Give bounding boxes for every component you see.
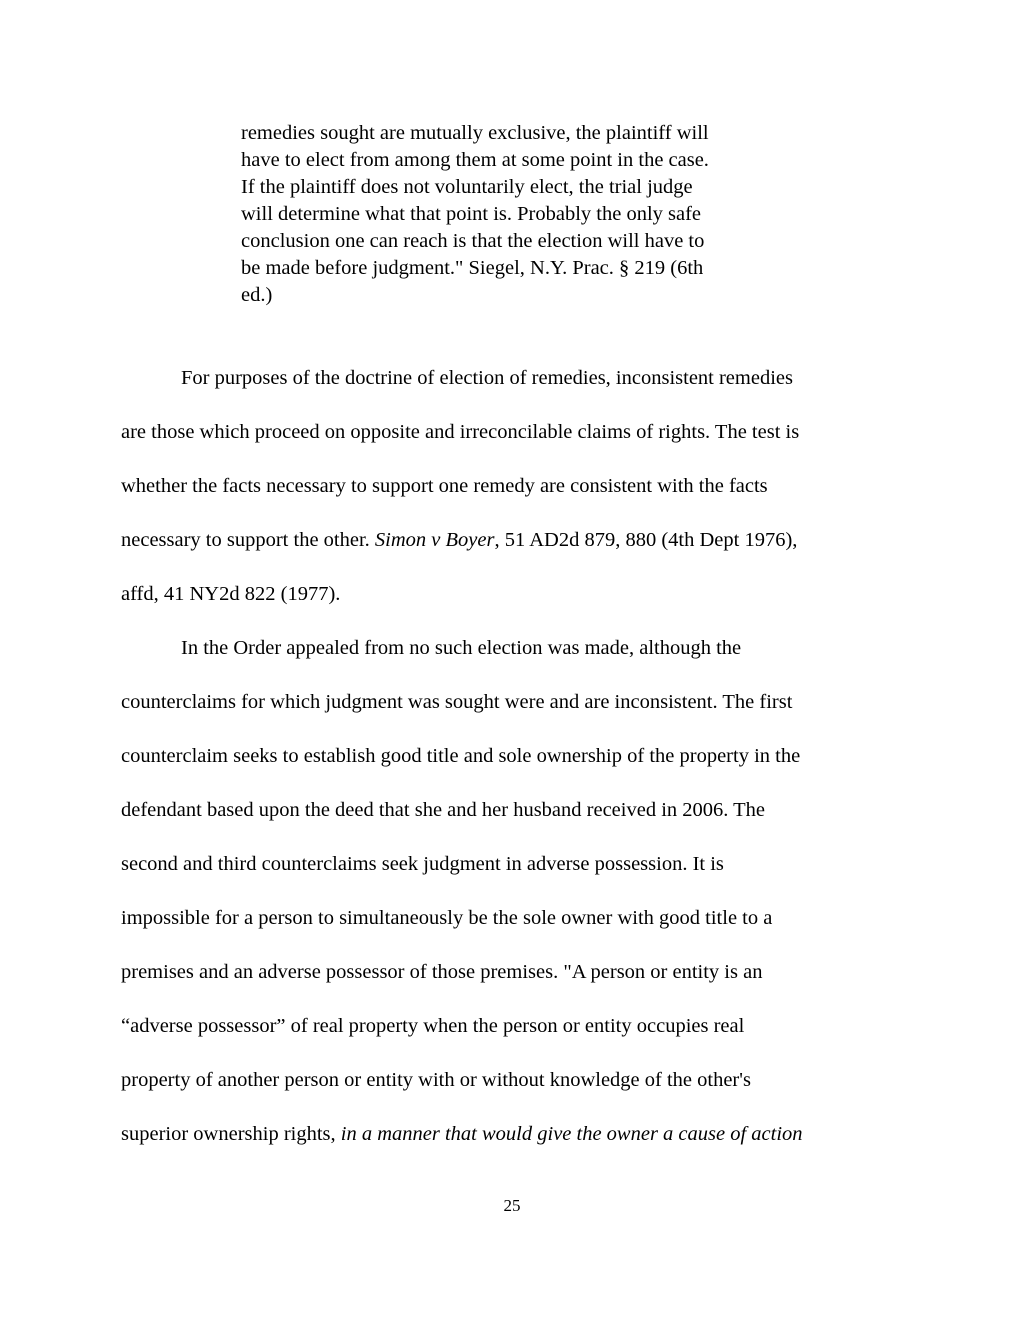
- paragraph-line: counterclaim seeks to establish good title and sole ownership of the property in the: [121, 745, 801, 767]
- quote-line: remedies sought are mutually exclusive, the plaintiff will: [241, 122, 709, 144]
- paragraph-line: whether the facts necessary to support one remedy are consistent with the facts: [121, 475, 768, 497]
- quote-line: be made before judgment." Siegel, N.Y. Prac. § 219 (6th: [241, 257, 704, 279]
- paragraph-line: second and third counterclaims seek judgment in adverse possession. It is: [121, 853, 724, 875]
- paragraph-line: [121, 1121, 803, 1148]
- paragraph-line: counterclaims for which judgment was sought were and are inconsistent. The first: [121, 691, 793, 713]
- quote-line: conclusion one can reach is that the election will have to: [241, 230, 705, 252]
- paragraph-line: “adverse possessor” of real property when the person or entity occupies real: [121, 1015, 745, 1037]
- paragraph-line: are those which proceed on opposite and irreconcilable claims of rights. The test is: [121, 421, 800, 443]
- case-citation: Simon v Boyer: [374, 529, 495, 551]
- paragraph-line: premises and an adverse possessor of those premises. "A person or entity is an: [121, 961, 763, 983]
- text-run: superior ownership rights,: [121, 1123, 341, 1145]
- quote-line: have to elect from among them at some point in the case.: [241, 149, 709, 171]
- paragraph-line: [121, 527, 797, 554]
- paragraph-line: In the Order appealed from no such election was made, although the: [181, 637, 742, 659]
- paragraph-line: defendant based upon the deed that she and her husband received in 2006. The: [121, 799, 766, 821]
- paragraph-line: affd, 41 NY2d 822 (1977).: [121, 583, 341, 605]
- page-number: 25: [503, 1196, 521, 1215]
- quote-line: If the plaintiff does not voluntarily elect, the trial judge: [241, 176, 693, 198]
- paragraph-line: property of another person or entity with or without knowledge of the other's: [121, 1069, 751, 1091]
- italic-emphasis: in a manner that would give the owner a cause of action: [340, 1123, 803, 1145]
- block-quote: [241, 120, 786, 309]
- paragraph-line: impossible for a person to simultaneously be the sole owner with good title to a: [121, 907, 773, 929]
- quote-line: will determine what that point is. Probably the only safe: [241, 203, 702, 225]
- text-run: , 51 AD2d 879, 880 (4th Dept 1976),: [494, 529, 798, 551]
- quote-line: ed.): [241, 284, 273, 306]
- text-run: necessary to support the other.: [121, 529, 375, 551]
- paragraph-line: For purposes of the doctrine of election of remedies, inconsistent remedies: [181, 367, 793, 389]
